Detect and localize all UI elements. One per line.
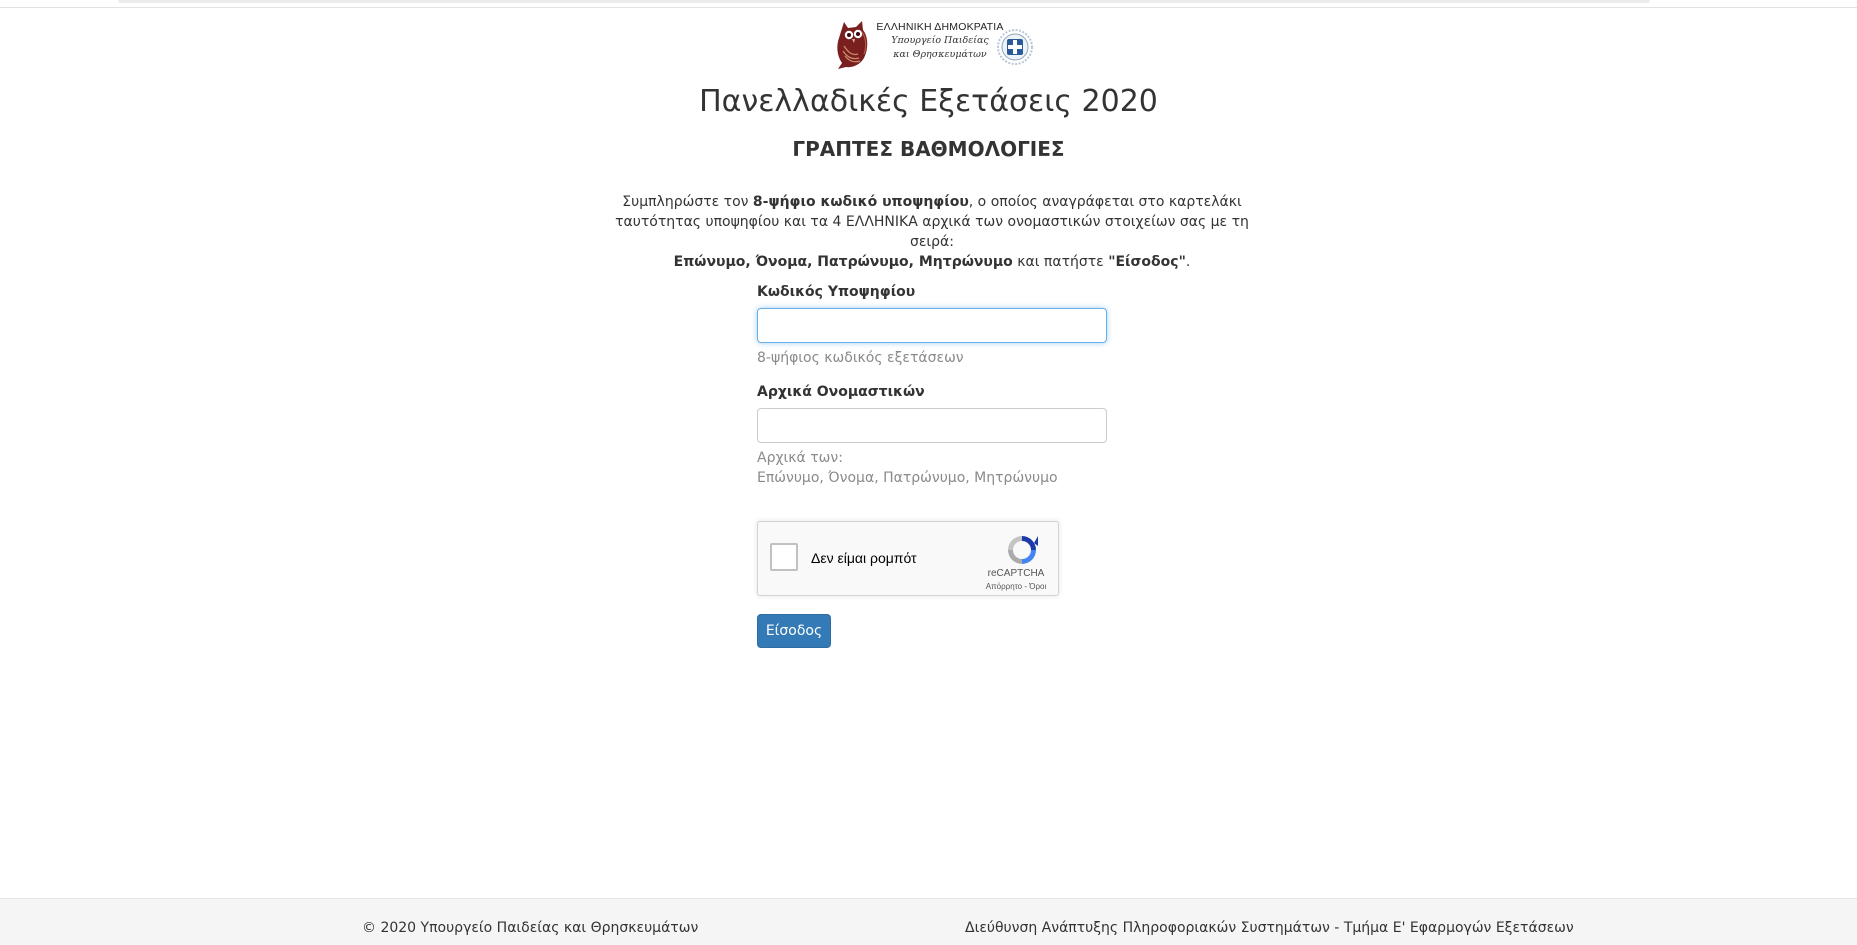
instructions-bold-order: Επώνυμο, Όνομα, Πατρώνυμο, Μητρώνυμο (673, 254, 1013, 270)
logo-line-2: Υπουργείο Παιδείας (891, 35, 989, 46)
instructions-text-1: Συμπληρώστε τον (622, 194, 753, 210)
recaptcha-checkbox[interactable] (770, 543, 798, 571)
logo-line-3: και Θρησκευμάτων (893, 49, 987, 60)
code-label: Κωδικός Υποψηφίου (757, 284, 916, 300)
code-group (757, 282, 1107, 368)
top-bar (0, 0, 1857, 8)
login-form (757, 282, 1107, 488)
top-bar-shadow (118, 0, 1650, 3)
initials-help-text (757, 448, 1107, 488)
footer-department: Διεύθυνση Ανάπτυξης Πληροφοριακών Συστημάτων - Τμήμα Ε' Εφαρμογών Εξετάσεων (965, 920, 1574, 936)
recaptcha-label: Δεν είμαι ρομπότ (811, 550, 917, 566)
initials-group (757, 382, 1107, 488)
recaptcha-logo-icon (1004, 532, 1040, 568)
instructions-text-2: , ο οποίος αναγράφεται στο καρτελάκι ταυτότητας υποψηφίου και τα 4 ΕΛΛΗΝΙΚΑ αρχικά των ονομαστικών στοιχείων σας με τη σειρά: (615, 194, 1249, 250)
instructions-bold-code: 8-ψήφιο κωδικό υποψηφίου (752, 194, 969, 210)
candidate-code-input[interactable] (757, 308, 1107, 343)
logo-text (876, 20, 1004, 62)
footer (0, 898, 1857, 945)
ministry-logo (830, 16, 1035, 74)
logo-line-1: ΕΛΛΗΝΙΚΗ ΔΗΜΟΚΡΑΤΙΑ (876, 21, 1004, 33)
instructions-text-3: και πατήστε (1012, 254, 1109, 270)
instructions (600, 192, 1264, 272)
instructions-text-4: . (1185, 254, 1191, 270)
recaptcha-brand: reCAPTCHA (987, 568, 1045, 579)
recaptcha-terms-link[interactable]: Απόρρητο - Όροι (985, 582, 1047, 591)
page-title: Πανελλαδικές Εξετάσεις 2020 (699, 84, 1158, 119)
greek-coat-of-arms-icon (996, 28, 1034, 66)
footer-copyright: © 2020 Υπουργείο Παιδείας και Θρησκευμάτων (362, 920, 699, 936)
initials-input[interactable] (757, 408, 1107, 443)
code-help-text: 8-ψήφιος κωδικός εξετάσεων (757, 350, 964, 366)
instructions-bold-submit: "Είσοδος" (1108, 254, 1186, 270)
owl-logo-icon (832, 18, 874, 70)
initials-label: Αρχικά Ονομαστικών (757, 384, 925, 400)
submit-button[interactable]: Είσοδος (757, 614, 831, 648)
initials-help-line-1: Αρχικά των: (757, 450, 843, 466)
page-subtitle: ΓΡΑΠΤΕΣ ΒΑΘΜΟΛΟΓΙΕΣ (792, 137, 1065, 161)
recaptcha-widget (757, 521, 1059, 596)
initials-help-line-2: Επώνυμο, Όνομα, Πατρώνυμο, Μητρώνυμο (757, 470, 1058, 486)
